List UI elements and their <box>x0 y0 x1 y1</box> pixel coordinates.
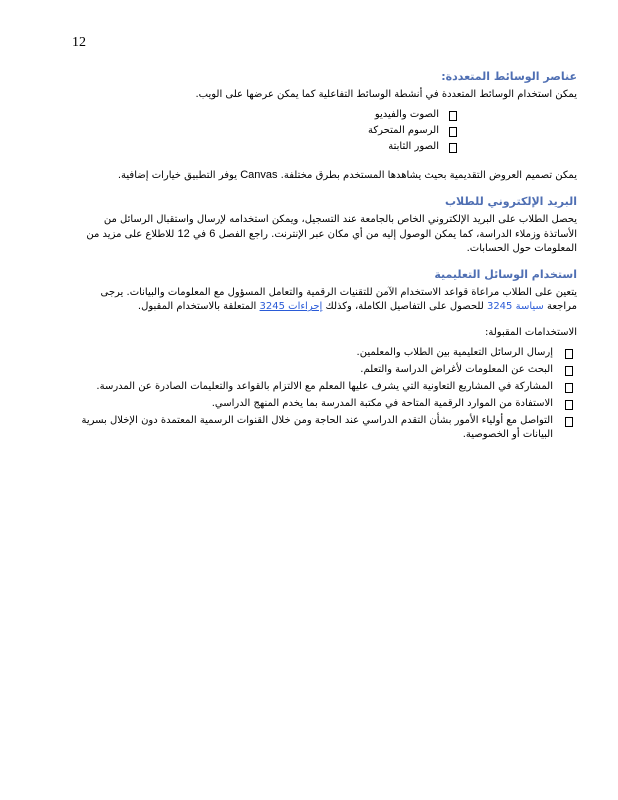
bullet-box-icon <box>449 127 457 137</box>
policy-text-part3: المتعلقة بالاستخدام المقبول. <box>137 301 257 312</box>
bullet-box-icon <box>565 366 573 376</box>
bullet-box-icon <box>449 143 457 153</box>
list-item <box>72 363 577 377</box>
email-text-part2: في <box>192 229 207 240</box>
list-item-text: المشاركة في المشاريع التعاونية التي يشرف عليها المعلم مع الالتزام بالقواعد والتعليمات الصادرة عن المدرسة. <box>96 381 553 392</box>
policy-text-part2: للحصول على التفاصيل الكاملة، وكذلك <box>325 301 484 312</box>
page-reference-number: 12 <box>177 228 190 240</box>
acceptable-uses-list <box>72 346 577 442</box>
multimedia-bullet-list <box>72 108 577 154</box>
paragraph-student-email <box>72 213 577 256</box>
policy-text-part1: يتعين على الطلاب مراعاة قواعد الاستخدام الآمن للتقنيات الرقمية والتعامل المسؤول مع المعلومات والبيانات. يرجى مراجعة <box>100 287 577 312</box>
canvas-text-before: يمكن تصميم العروض التقديمية بحيث يشاهدها المستخدم بطرق مختلفة. <box>280 170 577 181</box>
canvas-text-after: يوفر التطبيق خيارات إضافية. <box>117 170 237 181</box>
list-item <box>72 108 457 122</box>
bullet-box-icon <box>565 349 573 359</box>
paragraph-multimedia-intro: يمكن استخدام الوسائط المتعددة في أنشطة الوسائط التفاعلية كما يمكن عرضها على الويب. <box>195 89 577 100</box>
policy-3245-reference: سياسة 3245 <box>486 301 544 312</box>
list-item-text: الاستفادة من الموارد الرقمية المتاحة في مكتبة المدرسة بما يخدم المنهج الدراسي. <box>211 398 553 409</box>
bullet-box-icon <box>565 383 573 393</box>
list-item-text: الصوت والفيديو <box>374 109 439 120</box>
paragraph-canvas <box>72 168 577 183</box>
canvas-term: Canvas <box>240 169 278 181</box>
email-text-part3: للاطلاع على مزيد من المعلومات حول الحسابات. <box>86 229 577 254</box>
acceptable-uses-title: الاستخدامات المقبولة: <box>485 327 577 338</box>
chapter-number: 6 <box>209 228 216 240</box>
page-number: 12 <box>72 35 86 50</box>
list-item <box>72 397 577 411</box>
list-item <box>72 124 457 138</box>
list-item <box>72 414 577 442</box>
list-item <box>72 346 577 360</box>
section-heading-technology-use: استخدام الوسائل التعليمية <box>434 268 577 281</box>
document-body <box>72 70 577 445</box>
paragraph-technology-use <box>72 286 577 314</box>
list-item-text: التواصل مع أولياء الأمور بشأن التقدم الدراسي عند الحاجة ومن خلال القنوات الرسمية المعتمدة دون الإخلال بسرية البيانات أو الخصوصية. <box>81 415 553 440</box>
procedure-3245-link[interactable]: إجراءات 3245 <box>259 301 323 312</box>
list-item-text: إرسال الرسائل التعليمية بين الطلاب والمعلمين. <box>356 347 553 358</box>
list-item-text: البحث عن المعلومات لأغراض الدراسة والتعلم. <box>360 364 553 375</box>
section-heading-student-email: البريد الإلكتروني للطلاب <box>444 195 577 208</box>
bullet-box-icon <box>565 417 573 427</box>
email-text-part1: يحصل الطلاب على البريد الإلكتروني الخاص بالجامعة عند التسجيل، ويمكن استخدامه لإرسال واستقبال الرسائل من الأساتذة وزملاء الدراسة، كما يمكن الوصول إليه من أي مكان عبر الإنترنت. راجع الفصل <box>103 214 577 240</box>
bullet-box-icon <box>565 400 573 410</box>
list-item-text: الرسوم المتحركة <box>368 125 439 136</box>
list-item-text: الصور الثابتة <box>388 141 439 152</box>
section-heading-multimedia: عناصر الوسائط المتعددة: <box>441 70 577 83</box>
list-item <box>72 380 577 394</box>
bullet-box-icon <box>449 111 457 121</box>
list-item <box>72 140 457 154</box>
